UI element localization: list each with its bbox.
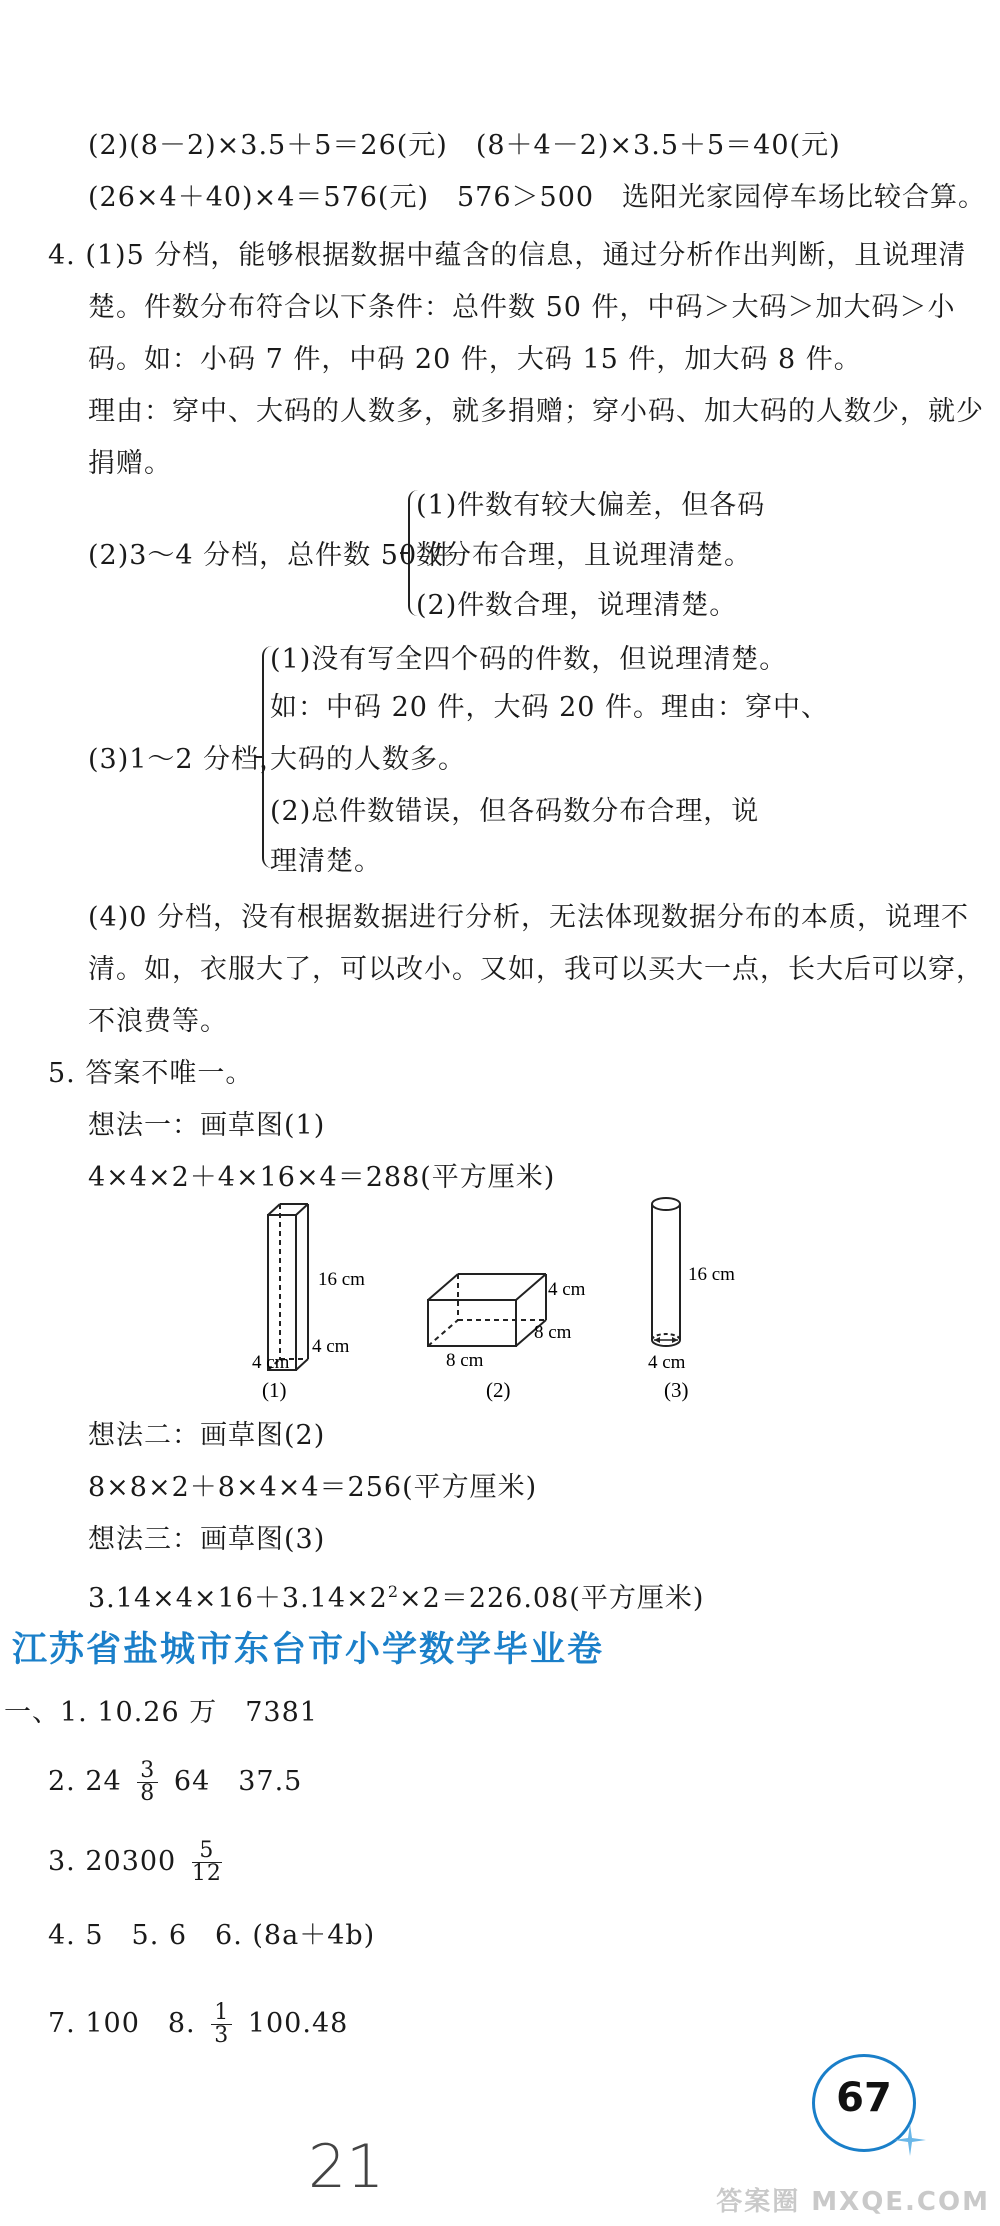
q4-4-line-1: (4)0 分档，没有根据数据进行分析，无法体现数据分布的本质，说理不 <box>88 902 970 933</box>
figure-2-cuboid <box>428 1274 546 1346</box>
figure-3-cylinder <box>652 1198 680 1346</box>
idea-3-formula <box>88 1574 704 1617</box>
answer-4: 4. 5 5. 6 6. (8a＋4b) <box>48 1920 376 1951</box>
idea-2-label: 想法二：画草图(2) <box>88 1420 326 1451</box>
handwritten-number: 21 <box>308 2132 385 2202</box>
figure-2-depth-label: 8 cm <box>534 1322 572 1343</box>
figure-1-cuboid <box>268 1204 308 1370</box>
idea-3-formula-exponent: 2 <box>387 1582 400 1601</box>
answer-2-denominator: 8 <box>140 1781 156 1806</box>
idea-1-label: 想法一：画草图(1) <box>88 1110 326 1141</box>
q4-3-sub-5: 理清楚。 <box>270 846 382 877</box>
q4-2-label: (2)3～4 分档，总件数 50 件 <box>88 540 455 571</box>
figure-2-caption: (2) <box>486 1378 511 1402</box>
answer-2-prefix: 2. 24 <box>48 1766 122 1797</box>
answer-7-prefix: 7. 100 8. <box>48 2008 196 2039</box>
figure-3-height-label: 16 cm <box>688 1264 735 1285</box>
answer-7 <box>48 2002 348 2047</box>
answer-7-numerator: 1 <box>211 2002 232 2025</box>
answer-3 <box>48 1840 228 1885</box>
figure-3-caption: (3) <box>664 1378 689 1402</box>
q4-4-line-2: 清。如，衣服大了，可以改小。又如，我可以买大一点，长大后可以穿， <box>88 954 984 985</box>
answer-2-suffix: 64 37.5 <box>173 1766 303 1797</box>
page-number: 67 <box>836 2075 892 2121</box>
idea-3-label: 想法三：画草图(3) <box>88 1524 326 1555</box>
answer-3-denominator: 12 <box>191 1861 222 1886</box>
q4-3-label: (3)1～2 分档， <box>88 744 288 775</box>
figure-1-height-label: 16 cm <box>318 1269 365 1290</box>
idea-2-formula: 8×8×2＋8×4×4＝256(平方厘米) <box>88 1472 538 1503</box>
answer-2-numerator: 3 <box>137 1760 158 1783</box>
figure-2-width-label: 8 cm <box>446 1350 484 1371</box>
idea-1-formula: 4×4×2＋4×16×4＝288(平方厘米) <box>88 1162 556 1193</box>
q4-line-4: 理由：穿中、大码的人数多，就多捐赠；穿小码、加大码的人数少，就少 <box>88 396 984 427</box>
answer-3-numerator: 5 <box>192 1840 222 1863</box>
q4-2-sub-1: (1)件数有较大偏差，但各码 <box>416 490 766 521</box>
q5-line: 5. 答案不唯一。 <box>48 1058 254 1089</box>
answer-2-fraction <box>137 1760 158 1805</box>
answer-3-fraction <box>192 1840 222 1885</box>
answer-7-denominator: 3 <box>214 2023 230 2048</box>
q4-3-sub-2: 如：中码 20 件，大码 20 件。理由：穿中、 <box>270 692 830 723</box>
q4-3-sub-4: (2)总件数错误，但各码数分布合理，说 <box>270 796 760 827</box>
q4-2-sub-2: 数分布合理，且说理清楚。 <box>416 540 752 571</box>
q4-line-1: 4. (1)5 分档，能够根据数据中蕴含的信息，通过分析作出判断，且说理清 <box>48 240 967 271</box>
watermark: 答案圈 MXQE.COM <box>716 2187 990 2217</box>
section-title: 江苏省盐城市东台市小学数学毕业卷 <box>12 1630 605 1670</box>
q4-3-sub-3: 大码的人数多。 <box>270 744 466 775</box>
sparkle-decoration <box>890 2120 930 2160</box>
q4-line-3: 码。如：小码 7 件，中码 20 件，大码 15 件，加大码 8 件。 <box>88 344 862 375</box>
answer-7-fraction <box>211 2002 232 2047</box>
figure-3-diameter-label: 4 cm <box>648 1352 686 1373</box>
q4-2-sub-3: (2)件数合理，说理清楚。 <box>416 590 738 621</box>
figure-1-depth-label: 4 cm <box>312 1336 350 1357</box>
q4-line-5: 捐赠。 <box>88 448 172 479</box>
answer-7-suffix: 100.48 <box>247 2008 349 2039</box>
idea-3-formula-part-2: ×2＝226.08(平方厘米) <box>399 1583 705 1614</box>
q4-4-line-3: 不浪费等。 <box>88 1006 228 1037</box>
figure-2-height-label: 4 cm <box>548 1279 586 1300</box>
answer-1: 一、1. 10.26 万 7381 <box>4 1697 318 1728</box>
equation-line-2: (26×4＋40)×4＝576(元) 576＞500 选阳光家园停车场比较合算。 <box>88 182 987 213</box>
figure-1-caption: (1) <box>262 1378 287 1402</box>
answer-2 <box>48 1760 302 1805</box>
idea-3-formula-part-1: 3.14×4×16＋3.14×2 <box>88 1583 388 1614</box>
q4-3-sub-1: (1)没有写全四个码的件数，但说理清楚。 <box>270 644 788 675</box>
answer-3-prefix: 3. 20300 <box>48 1846 177 1877</box>
figure-sketches <box>0 1180 1000 1410</box>
q4-line-2: 楚。件数分布符合以下条件：总件数 50 件，中码＞大码＞加大码＞小 <box>88 292 956 323</box>
equation-line-1: (2)(8－2)×3.5＋5＝26(元) (8＋4－2)×3.5＋5＝40(元) <box>88 130 841 161</box>
figure-1-width-label: 4 cm <box>252 1352 290 1373</box>
